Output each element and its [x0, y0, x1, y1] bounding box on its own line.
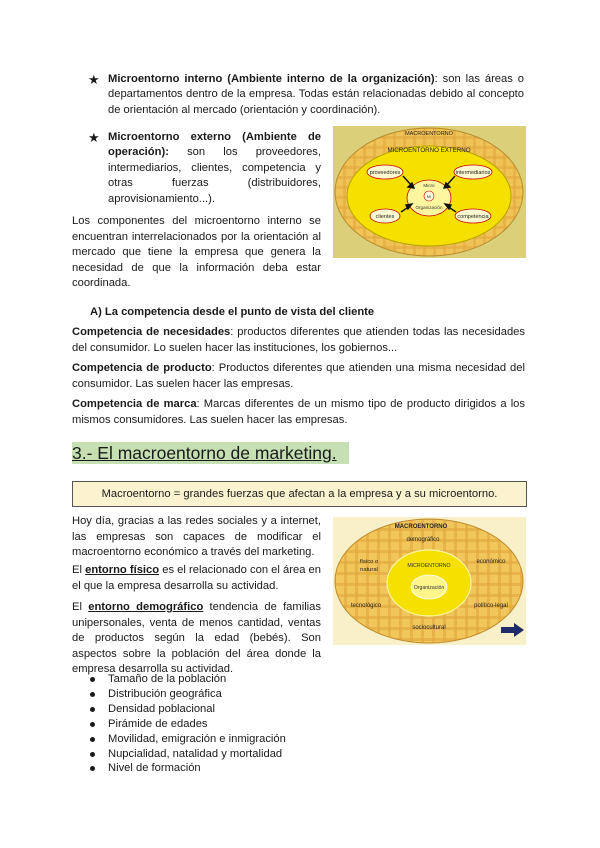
bullet-dot-icon — [90, 766, 95, 771]
center-mid-label: MI — [426, 194, 432, 199]
microentorno-externo-item — [88, 130, 321, 207]
microentorno-interno-title: Microentorno interno (Ambiente interno de la organización) — [108, 73, 435, 85]
outer-label: MACROENTORNO — [405, 131, 453, 137]
bullet-dot-icon — [90, 692, 95, 697]
microentorno-externo-title: Microentorno externo (Ambiente de operación): — [108, 131, 321, 159]
star-bullet-icon: ★ — [88, 130, 100, 145]
demo-term: entorno demográfico — [88, 601, 204, 613]
demo-text: tendencia de familias unipersonales, venta de menos cantidad, ventas de productos según la edad (bebés). Son aspectos sobre la población del área donde la empresa desarrolla su actividad. — [72, 601, 321, 676]
demografico-aspects-list — [90, 672, 286, 776]
bullet-dot-icon — [90, 752, 95, 757]
list-item: Nivel de formación — [90, 761, 286, 776]
demografico-label: demográfico — [406, 537, 440, 543]
bullet-dot-icon — [90, 737, 95, 742]
microentorno-interno-text: : son las áreas o departamentos dentro de la empresa. Todas están relacionadas debido al concepto de orientación al mercado (orientación y coordinación). — [108, 73, 524, 116]
fisico-text: es el relacionado con el área en el que la empresa desarrolla su actividad. — [72, 564, 321, 592]
marca-term: Competencia de marca — [72, 398, 197, 410]
fisico-label-1: físico o — [359, 559, 379, 565]
necesidades-text: : productos diferentes que atienden todas las necesidades del consumidor. Lo suelen hacer las instituciones, los gobiernos... — [72, 326, 525, 354]
list-item: Pirámide de edades — [90, 717, 286, 732]
politico-label: político-legal — [474, 603, 508, 609]
microentorno-externo-text: son los proveedores, intermediarios, clientes, competencia y otras fuerzas (distribuidores, aprovisionamiento...). — [108, 146, 321, 205]
macro-title-label: MACROENTORNO — [394, 524, 448, 530]
fisico-pre: El — [72, 564, 86, 576]
center-bottom-label: Organización — [415, 205, 443, 210]
fisico-term: entorno físico — [85, 564, 160, 576]
fisico-label-2: natural — [360, 567, 378, 573]
entorno-demografico-paragraph — [72, 600, 321, 678]
competencia-label: competencia — [457, 214, 489, 220]
sociocultural-label: sociocultural — [412, 625, 446, 631]
competencia-producto — [72, 361, 525, 392]
star-bullet-icon: ★ — [88, 72, 100, 87]
list-item: Tamaño de la población — [90, 672, 286, 687]
competencia-marca — [72, 397, 525, 428]
definition-box: Macroentorno = grandes fuerzas que afectan a la empresa y a su microentorno. — [72, 481, 527, 507]
competencia-necesidades — [72, 325, 525, 356]
list-item: Nupcialidad, natalidad y mortalidad — [90, 747, 286, 762]
center-top-label: Micro — [423, 183, 435, 188]
producto-text: : Productos diferentes que atienden una misma necesidad del consumidor. Las suelen hacer las empresas. — [72, 362, 525, 390]
componentes-paragraph: Los componentes del microentorno interno se encuentran interrelacionados por la orientación al mercado que tiene la empresa que genera la necesidad de que la información deba estar coordinada. — [72, 215, 321, 290]
necesidades-term: Competencia de necesidades — [72, 326, 231, 338]
bullet-dot-icon — [90, 707, 95, 712]
marca-text: : Marcas diferentes de un mismo tipo de producto dirigidos a los mismos consumidores. Las suelen hacer las empresas. — [72, 398, 525, 426]
bullet-dot-icon — [90, 722, 95, 727]
economico-label: económico — [476, 559, 506, 565]
list-item: Densidad poblacional — [90, 702, 286, 717]
macro-intro-paragraph: Hoy día, gracias a las redes sociales y a internet, las empresas son capaces de modificar el macroentorno económico a través del marketing. — [72, 515, 321, 559]
clientes-label: clientes — [375, 214, 395, 220]
microentorno-diagram — [333, 126, 526, 258]
producto-term: Competencia de producto — [72, 362, 212, 374]
demo-pre: El — [72, 601, 89, 613]
entorno-fisico-paragraph — [72, 563, 321, 594]
competencia-heading: A) La competencia desde el punto de vista del cliente — [90, 306, 375, 318]
intermediarios-label: intermediarios — [455, 170, 491, 176]
macroentorno-diagram — [333, 517, 526, 645]
list-item: Movilidad, emigración e inmigración — [90, 732, 286, 747]
microentorno-interno-item — [88, 72, 524, 118]
org-label: Organización — [413, 585, 445, 591]
bullet-dot-icon — [90, 677, 95, 682]
proveedores-label: proveedores — [369, 170, 401, 176]
micro-label: MICROENTORNO — [407, 563, 451, 569]
band-label: MICROENTORNO EXTERNO — [387, 147, 471, 154]
section-title: 3.- El macroentorno de marketing. — [72, 442, 349, 464]
list-item: Distribución geográfica — [90, 687, 286, 702]
tecnologico-label: tecnológico — [350, 603, 382, 609]
